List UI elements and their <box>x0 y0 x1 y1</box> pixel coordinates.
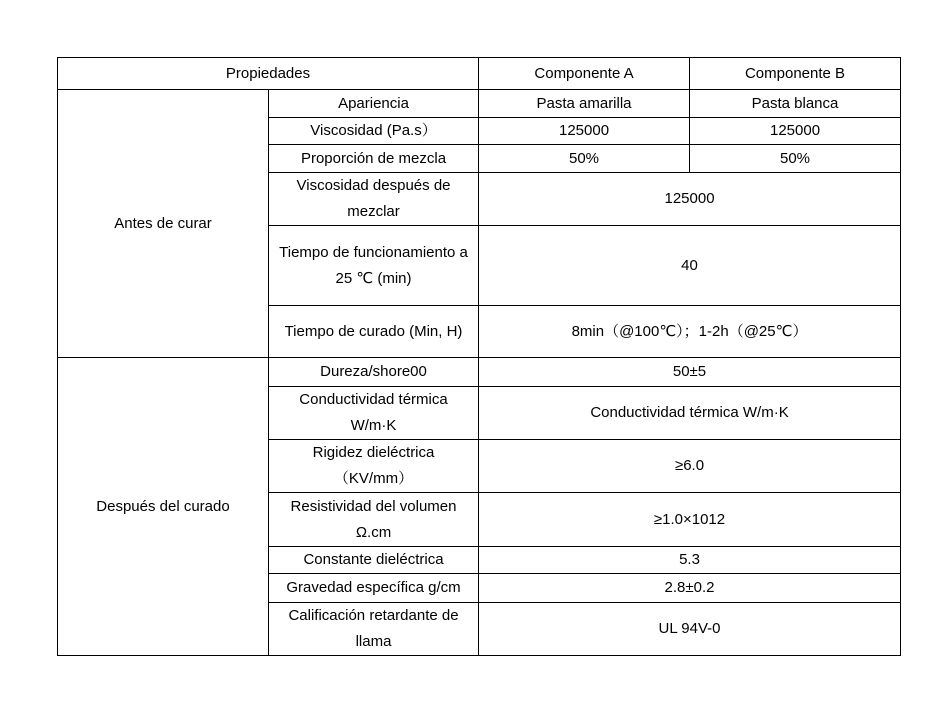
mixed-viscosity-value: 125000 <box>479 173 901 226</box>
mix-ratio-b: 50% <box>690 145 901 173</box>
working-time-label: Tiempo de funcionamiento a 25 ℃ (min) <box>269 226 479 306</box>
appearance-a: Pasta amarilla <box>479 90 690 118</box>
table-row <box>58 358 901 387</box>
header-component-a: Componente A <box>479 58 690 90</box>
dielectric-strength-value: ≥6.0 <box>479 440 901 493</box>
hardness-value: 50±5 <box>479 358 901 387</box>
header-properties: Propiedades <box>58 58 479 90</box>
specific-gravity-value: 2.8±0.2 <box>479 574 901 603</box>
specific-gravity-label: Gravedad específica g/cm <box>269 574 479 603</box>
volume-resistivity-label: Resistividad del volumen Ω.cm <box>269 493 479 547</box>
group-after-curing: Después del curado <box>58 358 269 656</box>
appearance-label: Apariencia <box>269 90 479 118</box>
flame-rating-label: Calificación retardante de llama <box>269 603 479 656</box>
volume-resistivity-value: ≥1.0×1012 <box>479 493 901 547</box>
mix-ratio-a: 50% <box>479 145 690 173</box>
viscosity-label: Viscosidad (Pa.s） <box>269 118 479 145</box>
hardness-label: Dureza/shore00 <box>269 358 479 387</box>
appearance-b: Pasta blanca <box>690 90 901 118</box>
viscosity-b: 125000 <box>690 118 901 145</box>
viscosity-a: 125000 <box>479 118 690 145</box>
mixed-viscosity-label: Viscosidad después de mezclar <box>269 173 479 226</box>
flame-rating-value: UL 94V-0 <box>479 603 901 656</box>
header-component-b: Componente B <box>690 58 901 90</box>
dielectric-constant-value: 5.3 <box>479 547 901 574</box>
dielectric-strength-label: Rigidez dieléctrica （KV/mm） <box>269 440 479 493</box>
thermal-conductivity-value: Conductividad térmica W/m·K <box>479 387 901 440</box>
dielectric-constant-label: Constante dieléctrica <box>269 547 479 574</box>
mix-ratio-label: Proporción de mezcla <box>269 145 479 173</box>
table-row <box>58 90 901 118</box>
header-row <box>58 58 901 90</box>
thermal-conductivity-label: Conductividad térmica W/m·K <box>269 387 479 440</box>
cure-time-label: Tiempo de curado (Min, H) <box>269 306 479 358</box>
working-time-value: 40 <box>479 226 901 306</box>
properties-table <box>57 57 901 656</box>
group-before-curing: Antes de curar <box>58 90 269 358</box>
cure-time-value: 8min（@100℃）；1-2h（@25℃） <box>479 306 901 358</box>
